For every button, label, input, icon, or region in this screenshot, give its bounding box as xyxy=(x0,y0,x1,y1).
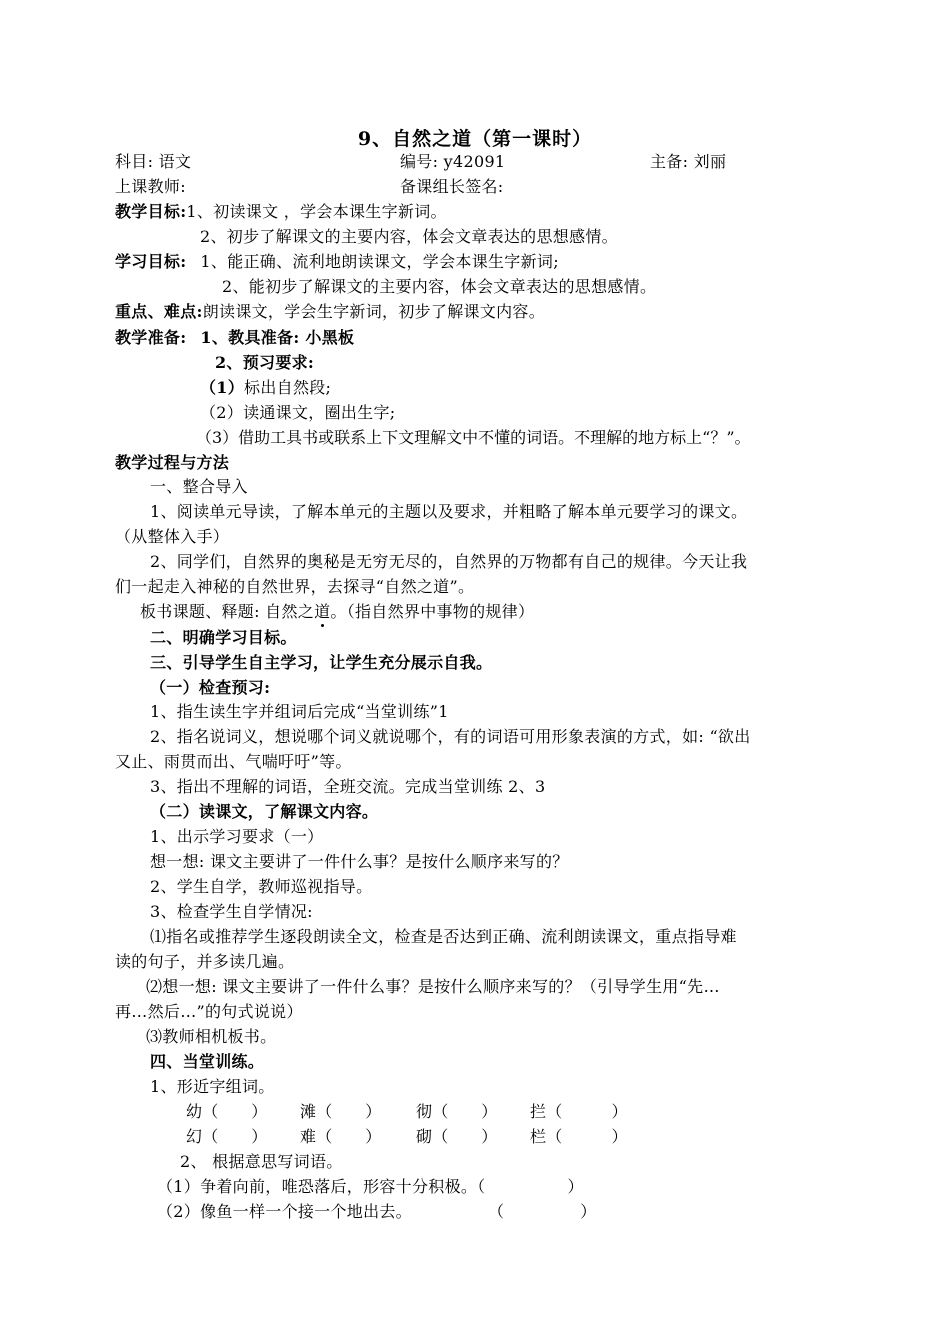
learning-objective-1: 1、能正确、流利地朗读课文，学会本课生字新词; xyxy=(200,252,559,271)
exercise-1-row1-item2: 滩（ ） xyxy=(300,1102,382,1121)
prep-line xyxy=(115,328,354,348)
subsection-a-item-1: 1、指生读生字并组词后完成“当堂训练”1 xyxy=(150,702,449,721)
prep-item-1-text: 标出自然段; xyxy=(244,378,332,397)
subsection-b-item-3: 3、检查学生自学情况: xyxy=(150,902,313,921)
exercise-1-row1-item1: 幼（ ） xyxy=(186,1102,268,1121)
subsection-a-item-2b: 又止、雨贯而出、气喘吁吁”等。 xyxy=(115,752,352,771)
subsection-b-item-3-2b: 再…然后…”的句式说说） xyxy=(115,1002,303,1021)
exercise-2-item-2-close: ） xyxy=(580,1202,597,1221)
exercise-1-row1-item3: 彻（ ） xyxy=(416,1102,498,1121)
subsection-b-item-2: 2、学生自学，教师巡视指导。 xyxy=(150,877,373,896)
key-points-text: 朗读课文，学会生字新词，初步了解课文内容。 xyxy=(202,302,546,321)
section-3-heading: 三、引导学生自主学习，让学生充分展示自我。 xyxy=(150,653,493,672)
blackboard-title-prefix: 板书课题、释题: 自然之 xyxy=(140,602,315,621)
preparer-field: 主备: 刘丽 xyxy=(650,152,727,171)
prep-item-1-number: （1） xyxy=(200,378,245,397)
teaching-objective-1: 1、初读课文 ，学会本课生字新词。 xyxy=(186,202,447,221)
key-points-label: 重点、难点: xyxy=(115,302,203,321)
section-1-item-2b: 们一起走入神秘的自然世界，去探寻“自然之道”。 xyxy=(115,577,475,596)
learning-objectives-label: 学习目标: xyxy=(115,252,187,271)
exercise-2-heading: 2、 根据意思写词语。 xyxy=(180,1152,343,1171)
leader-sign-field: 备课组长签名: xyxy=(400,177,504,196)
subsection-a-item-3: 3、指出不理解的词语，全班交流。完成当堂训练 2、3 xyxy=(150,777,546,796)
key-points-line xyxy=(115,302,545,322)
exercise-2-item-1-text: （1）争着向前，唯恐落后，形容十分积极。（ xyxy=(157,1177,486,1196)
exercise-2-item-2-open: （ xyxy=(487,1202,505,1221)
exercise-1-row1-item4: 拦（ ） xyxy=(530,1102,628,1121)
prep-item-1 xyxy=(200,378,331,398)
learning-objectives-line1 xyxy=(115,252,559,272)
prep-item-2: （2）读通课文，圈出生字; xyxy=(200,403,396,422)
prep-label: 教学准备: xyxy=(115,328,187,347)
section-1-item-1a: 1、阅读单元导读，了解本单元的主题以及要求，并粗略了解本单元要学习的课文。 xyxy=(150,502,748,521)
section-1-item-3 xyxy=(140,602,534,622)
emphasized-character: 道 xyxy=(314,602,331,621)
process-heading: 教学过程与方法 xyxy=(115,453,230,472)
code-field: 编号: y42091 xyxy=(400,152,506,171)
section-4-heading: 四、当堂训练。 xyxy=(150,1052,265,1071)
exercise-2-item-2-text: （2）像鱼一样一个接一个地出去。 xyxy=(157,1202,412,1221)
subsection-b-heading: （二）读课文，了解课文内容。 xyxy=(150,802,379,821)
section-1-item-1b: （从整体入手） xyxy=(115,527,230,546)
lesson-title: 9、自然之道（第一课时） xyxy=(357,128,593,150)
subsection-b-item-3-1b: 读的句子，并多读几遍。 xyxy=(115,952,295,971)
exercise-1-row2-item4: 栏（ ） xyxy=(530,1127,628,1146)
exercise-2-item-1-close: ） xyxy=(567,1177,584,1196)
exercise-2-item-1 xyxy=(157,1177,584,1197)
subsection-a-item-2a: 2、指名说词义，想说哪个词义就说哪个，有的词语可用形象表演的方式，如: “欲出 xyxy=(150,727,751,746)
exercise-1-row2-item3: 砌（ ） xyxy=(416,1127,498,1146)
teaching-objectives-line1 xyxy=(115,202,447,222)
blackboard-title-suffix: 。（指自然界中事物的规律） xyxy=(330,602,535,621)
exercise-2-item-2 xyxy=(157,1202,597,1222)
learning-objective-2: 2、能初步了解课文的主要内容，体会文章表达的思想感情。 xyxy=(222,277,657,296)
subsection-b-item-3-3: ⑶教师相机板书。 xyxy=(146,1027,277,1046)
teaching-objectives-label: 教学目标: xyxy=(115,202,187,221)
teaching-objective-2: 2、初步了解课文的主要内容，体会文章表达的思想感情。 xyxy=(200,227,618,246)
subsection-b-item-3-1a: ⑴指名或推荐学生逐段朗读全文，检查是否达到正确、流利朗读课文，重点指导难 xyxy=(150,927,737,946)
subsection-b-item-1: 1、出示学习要求（一） xyxy=(150,827,324,846)
subsection-a-heading: （一）检查预习: xyxy=(150,678,271,697)
exercise-1-heading: 1、形近字组词。 xyxy=(150,1077,275,1096)
subsection-b-question: 想一想: 课文主要讲了一件什么事？是按什么顺序来写的？ xyxy=(150,852,569,871)
section-1-item-2a: 2、同学们，自然界的奥秘是无穷无尽的，自然界的万物都有自己的规律。今天让我 xyxy=(150,552,748,571)
section-2-heading: 二、明确学习目标。 xyxy=(150,628,297,647)
subsection-b-item-3-2a: ⑵想一想: 课文主要讲了一件什么事？是按什么顺序来写的？（引导学生用“先… xyxy=(146,977,720,996)
section-1-heading: 一、整合导入 xyxy=(150,477,248,496)
subject-field: 科目: 语文 xyxy=(115,152,192,171)
exercise-1-row2-item2: 难（ ） xyxy=(300,1127,382,1146)
teacher-field: 上课教师: xyxy=(115,177,186,196)
exercise-1-row2-item1: 幻（ ） xyxy=(186,1127,268,1146)
prep-preview: 2、预习要求: xyxy=(215,353,315,372)
prep-item-3: （3）借助工具书或联系上下文理解文中不懂的词语。不理解的地方标上“？”。 xyxy=(196,428,751,447)
prep-tools: 1、教具准备: 小黑板 xyxy=(200,328,355,347)
